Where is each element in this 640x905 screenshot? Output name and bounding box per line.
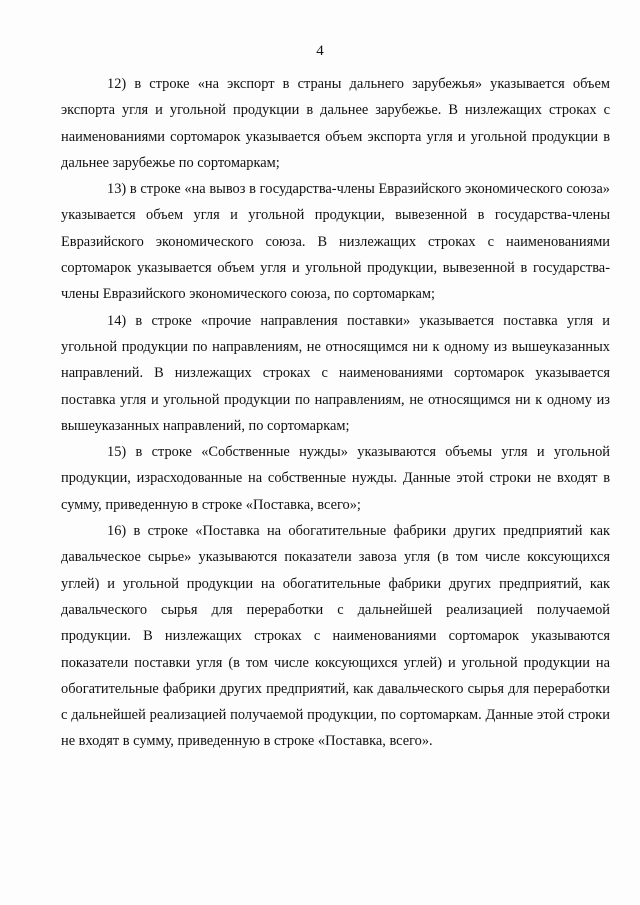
paragraph-item-16: 16) в строке «Поставка на обогатительные фабрики других предприятий как давальческое сырье» указываются показатели завоза угля (в том числе коксующихся углей) и угольной продукции на обогатительные фабрики других предприятий, как давальческого сырья для переработки с дальнейшей реализацией получаемой продукции. В низлежащих строках с наименованиями сортомарок указываются показатели поставки угля (в том числе коксующихся углей) и угольной продукции на обогатительные фабрики других предприятий, как давальческого сырья для переработки с дальнейшей реализацией получаемой продукции, по сортомаркам. Данные этой строки не входят в сумму, приведенную в строке «Поставка, всего».	[61, 523, 610, 750]
document-body	[61, 71, 610, 755]
paragraph-item-14: 14) в строке «прочие направления поставки» указывается поставка угля и угольной продукции по направлениям, не относящимся ни к одному из вышеуказанных направлений. В низлежащих строках с наименованиями сортомарок указывается поставка угля и угольной продукции по направлениям, не относящимся ни к одному из вышеуказанных направлений, по сортомаркам;	[61, 312, 610, 434]
paragraph-item-13: 13) в строке «на вывоз в государства-члены Евразийского экономического союза» указывается объем угля и угольной продукции, вывезенной в государства-члены Евразийского экономического союза. В низлежащих строках с наименованиями сортомарок указывается объем угля и угольной продукции, вывезенной в государства-члены Евразийского экономического союза, по сортомаркам;	[61, 181, 610, 303]
paragraph-item-12: 12) в строке «на экспорт в страны дальнего зарубежья» указывается объем экспорта угля и угольной продукции в дальнее зарубежье. В низлежащих строках с наименованиями сортомарок указывается объем экспорта угля и угольной продукции в дальнее зарубежье по сортомаркам;	[61, 76, 610, 171]
paragraph-item-15: 15) в строке «Собственные нужды» указываются объемы угля и угольной продукции, израсходованные на собственные нужды. Данные этой строки не входят в сумму, приведенную в строке «Поставка, всего»;	[61, 444, 610, 513]
page-number: 4	[316, 43, 324, 59]
